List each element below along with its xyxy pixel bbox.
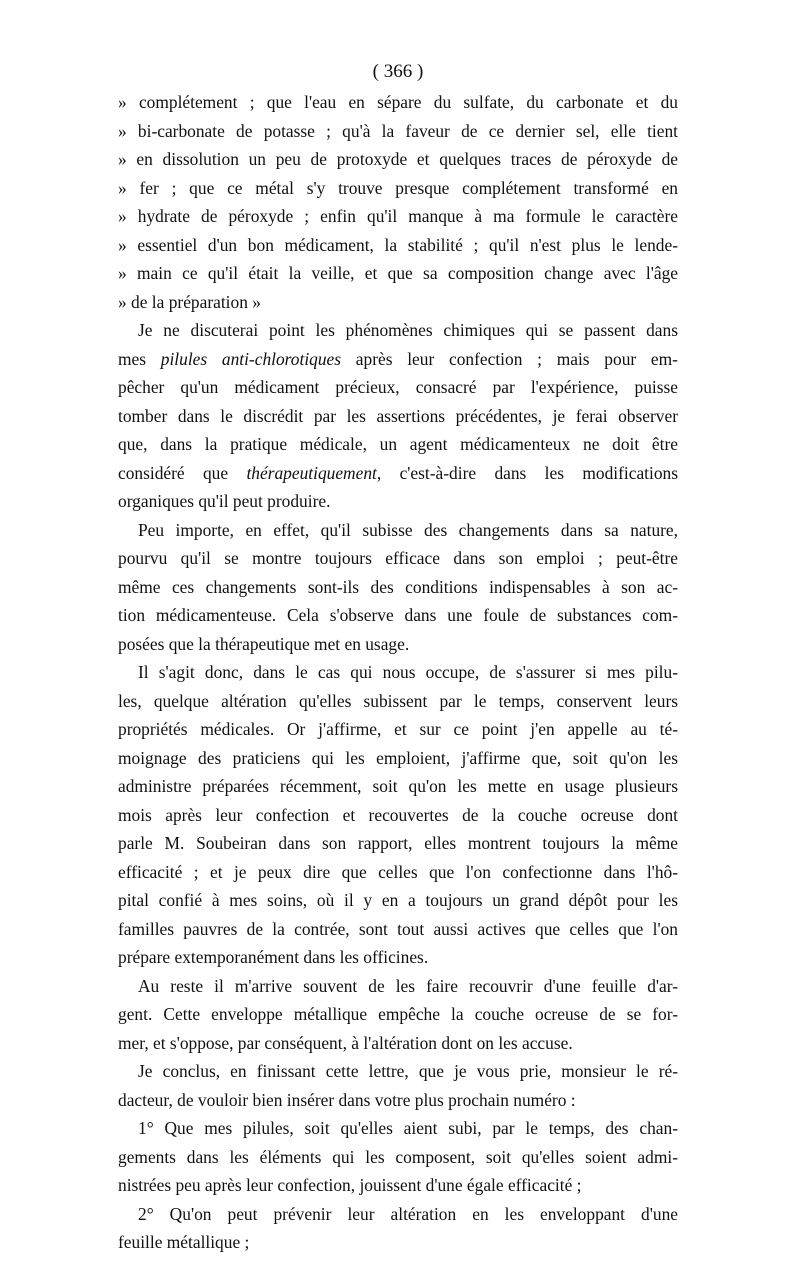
text-line: familles pauvres de la contrée, sont tout aussi actives que celles que l'on — [118, 918, 678, 939]
text-line: dacteur, de vouloir bien insérer dans votre plus prochain numéro : — [118, 1089, 576, 1110]
text-line: tomber dans le discrédit par les assertions précédentes, je ferai observer — [118, 405, 678, 426]
text-line: 1° Que mes pilules, soit qu'elles aient subi, par le temps, des chan- — [138, 1118, 678, 1138]
text-line: Il s'agit donc, dans le cas qui nous occupe, de s'assurer si mes pilu- — [138, 662, 678, 682]
text-line: feuille métallique ; — [118, 1232, 250, 1252]
text-line: » en dissolution un peu de protoxyde et quelques traces de péroxyde de — [118, 149, 678, 169]
text-line: nistrées peu après leur confection, jouissent d'une égale efficacité ; — [118, 1175, 582, 1195]
text-line: administre préparées récemment, soit qu'on les mette en usage plusieurs — [118, 776, 678, 796]
text-line: considéré que thérapeutiquement, c'est-à-dire dans les modifications — [118, 462, 678, 483]
text-line: pourvu qu'il se montre toujours efficace dans son emploi ; peut-être — [118, 548, 678, 568]
paragraph — [118, 972, 678, 1058]
paragraph — [118, 88, 678, 316]
document-page — [118, 58, 678, 1257]
text-line: » main ce qu'il était la veille, et que sa composition change avec l'âge — [118, 263, 678, 283]
text-line: efficacité ; et je peux dire que celles que l'on confectionne dans l'hô- — [118, 861, 678, 882]
text-line: gent. Cette enveloppe métallique empêche la couche ocreuse de se for- — [118, 1004, 678, 1024]
text-line: » complétement ; que l'eau en sépare du sulfate, du carbonate et du — [118, 92, 678, 112]
body-text — [118, 88, 678, 1257]
text-line: gements dans les éléments qui les composent, soit qu'elles soient admi- — [118, 1146, 678, 1167]
paragraph — [118, 316, 678, 516]
text-line: » bi-carbonate de potasse ; qu'à la faveur de ce dernier sel, elle tient — [118, 120, 678, 141]
paragraph — [118, 516, 678, 659]
text-line: mer, et s'oppose, par conséquent, à l'altération dont on les accuse. — [118, 1032, 573, 1053]
text-line: Je conclus, en finissant cette lettre, que je vous prie, monsieur le ré- — [138, 1061, 678, 1081]
text-line: posées que la thérapeutique met en usage. — [118, 633, 410, 654]
text-line: » hydrate de péroxyde ; enfin qu'il manque à ma formule le caractère — [118, 206, 678, 226]
text-line: les, quelque altération qu'elles subissent par le temps, conservent leurs — [118, 690, 678, 711]
text-line: parle M. Soubeiran dans son rapport, elles montrent toujours la même — [118, 833, 678, 853]
text-line: Au reste il m'arrive souvent de les faire recouvrir d'une feuille d'ar- — [138, 975, 678, 996]
text-line: pêcher qu'un médicament précieux, consacré par l'expérience, puisse — [118, 377, 678, 397]
text-line: même ces changements sont-ils des conditions indispensables à son ac- — [118, 576, 678, 597]
text-line: » fer ; que ce métal s'y trouve presque complétement transformé en — [118, 177, 678, 198]
text-line: prépare extemporanément dans les officines. — [118, 947, 429, 967]
text-line: pital confié à mes soins, où il y en a toujours un grand dépôt pour les — [118, 890, 678, 910]
text-line: Peu importe, en effet, qu'il subisse des changements dans sa nature, — [138, 519, 678, 540]
text-line: 2° Qu'on peut prévenir leur altération en les enveloppant d'une — [138, 1203, 678, 1224]
text-line: moignage des praticiens qui les emploient, j'affirme que, soit qu'on les — [118, 747, 678, 768]
page-number: ( 366 ) — [372, 61, 424, 82]
text-line: que, dans la pratique médicale, un agent médicamenteux ne doit être — [118, 434, 678, 454]
paragraph — [118, 658, 678, 972]
text-line: Je ne discuterai point les phénomènes chimiques qui se passent dans — [138, 320, 678, 340]
paragraph — [118, 1114, 678, 1200]
paragraph — [118, 1057, 678, 1114]
text-line: » de la préparation » — [118, 291, 261, 312]
text-line: propriétés médicales. Or j'affirme, et sur ce point j'en appelle au té- — [118, 719, 678, 739]
text-line: organiques qu'il peut produire. — [118, 491, 331, 511]
text-line: mes pilules anti-chlorotiques après leur confection ; mais pour em- — [118, 348, 678, 369]
text-line: » essentiel d'un bon médicament, la stabilité ; qu'il n'est plus le lende- — [118, 234, 678, 255]
italic-term: pilules anti-chlorotiques — [160, 348, 342, 369]
italic-term: thérapeutiquement — [246, 462, 377, 483]
text-line: mois après leur confection et recouvertes de la couche ocreuse dont — [118, 804, 678, 825]
paragraph — [118, 1200, 678, 1257]
text-line: tion médicamenteuse. Cela s'observe dans une foule de substances com- — [118, 605, 678, 625]
